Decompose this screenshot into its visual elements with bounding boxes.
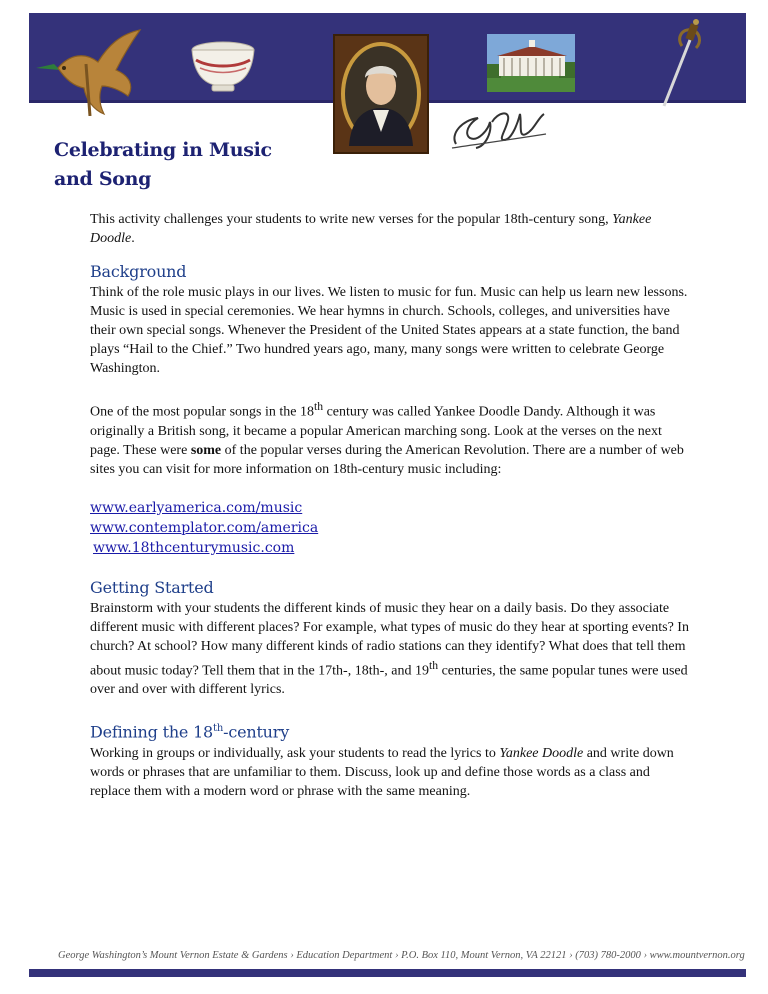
washington-portrait-frame bbox=[333, 34, 429, 154]
song-title: Yankee Doodle bbox=[90, 212, 652, 246]
getting-started-paragraph: Brainstorm with your students the different kinds of music they hear on a daily basis. Do they associate different music with different places? For example, what types of music do they hear at sporting events? In church? At school? How many different kinds of radio stations can they identify? What does that tell them about music today? Tell them that in the 17th-, 18th-, and 19th centuries, the same popular tunes were used over and over with different lyrics. bbox=[90, 600, 689, 698]
porcelain-bowl-image bbox=[190, 40, 256, 94]
page-title bbox=[54, 136, 272, 194]
footer-bar bbox=[29, 969, 746, 977]
sword-image bbox=[660, 18, 710, 108]
main-content bbox=[90, 210, 690, 801]
link-earlyamerica[interactable]: www.earlyamerica.com/music bbox=[90, 499, 303, 516]
title-line-1: Celebrating in Music bbox=[54, 139, 272, 161]
mansion-image bbox=[487, 34, 575, 92]
link-contemplator[interactable]: www.contemplator.com/america bbox=[90, 519, 319, 536]
defining-paragraph: Working in groups or individually, ask your students to read the lyrics to Yankee Doodle and write down words or phrases that are unfamiliar to them. Discuss, look up and define those words as a class and replace them with a modern word or phrase with the same meaning. bbox=[90, 745, 674, 799]
background-paragraph-2: One of the most popular songs in the 18th century was called Yankee Doodle Dandy. Although it was originally a British song, it became a popular American marching song. Look at the verses on the next page. These were some of the popular verses during the American Revolution. There are a number of web sites you can visit for more information on 18th-century music including: bbox=[90, 400, 684, 477]
washington-portrait-image bbox=[335, 36, 427, 152]
footer-address: George Washington’s Mount Vernon Estate & Gardens › Education Department › P.O. Box 110, Mount Vernon, VA 22121 › (703) 780-2000 › www.mountvernon.org bbox=[58, 950, 745, 961]
title-line-2: and Song bbox=[54, 168, 152, 190]
resource-links bbox=[90, 498, 690, 558]
background-heading: Background bbox=[90, 262, 187, 281]
defining-heading: Defining the 18th-century bbox=[90, 722, 290, 742]
gw-signature-image bbox=[448, 104, 550, 154]
dove-weathervane-image bbox=[30, 24, 150, 116]
intro-paragraph: This activity challenges your students to write new verses for the popular 18th-century song, Yankee Doodle. bbox=[90, 212, 652, 246]
link-18thcenturymusic[interactable]: www.18thcenturymusic.com bbox=[93, 539, 295, 556]
background-paragraph-1: Think of the role music plays in our lives. We listen to music for fun. Music can help us learn new lessons. Music is used in special ceremonies. We hear hymns in church. Schools, colleges, and universities have their own special songs. Whenever the President of the United States appears at a state function, the band plays “Hail to the Chief.” Two hundred years ago, many, many songs were written to celebrate George Washington. bbox=[90, 285, 688, 376]
getting-started-heading: Getting Started bbox=[90, 577, 214, 597]
